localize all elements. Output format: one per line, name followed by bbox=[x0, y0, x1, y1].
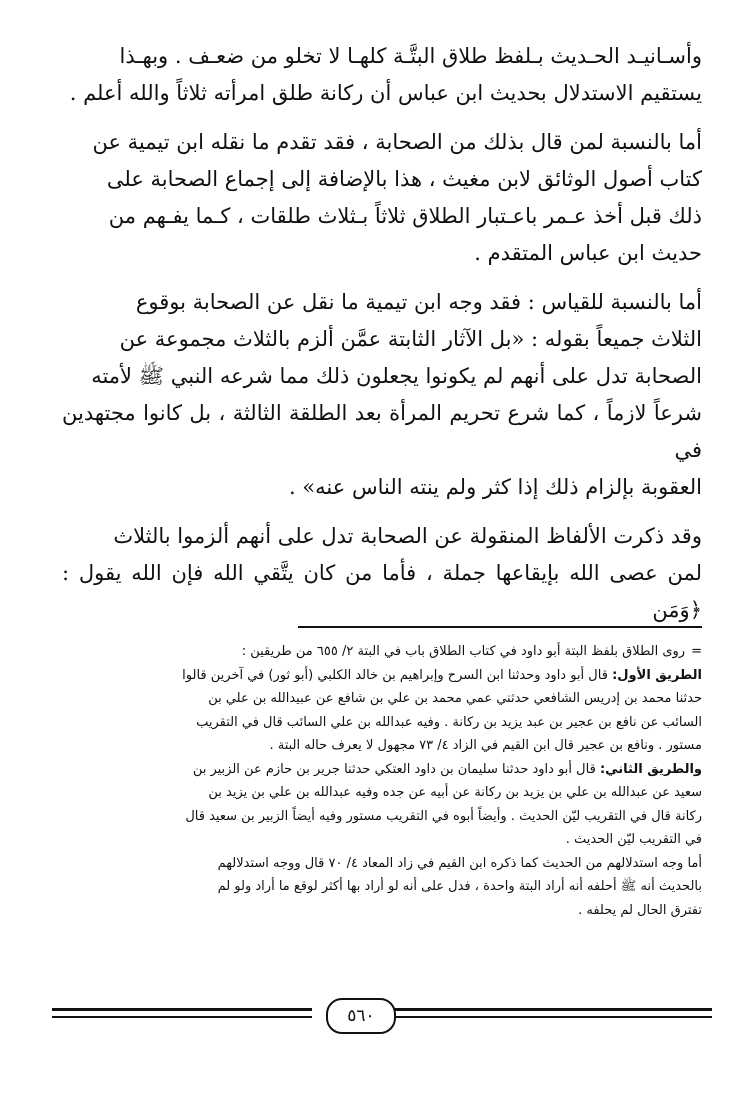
footer-rule-left-thin bbox=[52, 1016, 312, 1018]
footnote-line: بالحديث أنه ﷺ أحلفه أنه أراد البتة واحدة ، فدل على أنه لو أراد بها أكثر لوقع ما أراد ولو لم bbox=[217, 879, 702, 894]
footnote-line: السائب عن نافع بن عجير بن عبد يزيد بن ركانة . وفيه عبدالله بن علي السائب قال في التقريب bbox=[196, 714, 702, 730]
footnote-divider bbox=[62, 620, 702, 634]
text-line: وأسـانيـد الحـديث بـلفظ طلاق البتَّـة كلهـا لا تخلو من ضعـف . وبهـذا bbox=[119, 44, 702, 68]
paragraph-2 bbox=[62, 124, 702, 272]
page-number: ٥٦٠ bbox=[326, 998, 396, 1034]
footnote-line: أما وجه استدلالهم من الحديث كما ذكره ابن القيم في زاد المعاد ٤/ ٧٠ قال ووجه استدلالهم bbox=[217, 855, 702, 871]
text-line: ذلك قبل أخذ عـمر باعـتبار الطلاق ثلاثاً بـثلاث طلقات ، كـما يفـهم من bbox=[108, 204, 702, 228]
first-route-label: الطريق الأول: bbox=[612, 667, 702, 683]
document-page bbox=[62, 38, 702, 1058]
text-line: العقوبة بإلزام ذلك إذا كثر ولم ينته الناس عنه» . bbox=[288, 475, 702, 499]
footnote-text: قال أبو داود حدثنا سليمان بن داود العتكي حدثنا جرير بن حازم عن الزبير بن bbox=[192, 761, 596, 777]
footnote-line: تفترق الحال لم يحلفه . bbox=[578, 902, 702, 918]
main-text bbox=[62, 38, 702, 629]
footnote-line: في التقريب ليّن الحديث . bbox=[565, 832, 702, 847]
footnote-line: سعيد عن عبدالله بن علي بن يزيد بن ركانة عن أبيه عن جده وفيه عبدالله بن علي بن يزيد بن bbox=[208, 785, 702, 800]
footnote-text: قال أبو داود وحدثنا ابن السرح وإبراهيم بن خالد الكلبي (أبو ثور) في آخرين قالوا bbox=[182, 667, 608, 683]
page-footer bbox=[52, 996, 712, 1036]
footer-rule-left bbox=[52, 1008, 312, 1011]
footnote-line: ركانة قال في التقريب ليّن الحديث . وأيضاً أبوه في التقريب مستور وفيه أيضاً الزبير بن سعيد قال bbox=[185, 808, 702, 824]
footnote-continuation-marker: = bbox=[691, 644, 702, 659]
text-line: شرعاً لازماً ، كما شرع تحريم المرأة بعد الطلقة الثالثة ، بل كانوا مجتهدين في bbox=[62, 401, 702, 462]
text-line: الصحابة تدل على أنهم لم يكونوا يجعلون ذلك مما شرعه النبي ﷺ لأمته bbox=[91, 364, 702, 388]
text-line: يستقيم الاستدلال بحديث ابن عباس أن ركانة طلق امرأته ثلاثاً والله أعلم . bbox=[69, 81, 702, 105]
text-line: أما بالنسبة للقياس : فقد وجه ابن تيمية ما نقل عن الصحابة بوقوع bbox=[135, 290, 702, 314]
text-line: حديث ابن عباس المتقدم . bbox=[474, 241, 702, 265]
text-line: الثلاث جميعاً بقوله : «بل الآثار الثابتة عمَّن ألزم بالثلاث مجموعة عن bbox=[119, 327, 702, 351]
second-route-label: والطريق الثاني: bbox=[599, 761, 702, 777]
paragraph-1 bbox=[62, 38, 702, 112]
text-line: كتاب أصول الوثائق لابن مغيث ، هذا بالإضافة إلى إجماع الصحابة على bbox=[106, 167, 702, 191]
footnote-intro-text: روى الطلاق بلفظ البتة أبو داود في كتاب الطلاق باب في البتة ٢/ ٦٥٥ من طريقين : bbox=[241, 644, 686, 659]
footnote-line bbox=[62, 664, 702, 688]
text-line: أما بالنسبة لمن قال بذلك من الصحابة ، فقد تقدم ما نقله ابن تيمية عن bbox=[92, 130, 702, 154]
footnotes-section bbox=[62, 640, 702, 922]
paragraph-3 bbox=[62, 284, 702, 506]
footer-rule-right bbox=[382, 1008, 712, 1011]
text-line: وقد ذكرت الألفاظ المنقولة عن الصحابة تدل على أنهم ألزموا بالثلاث bbox=[113, 524, 702, 548]
footnote-intro bbox=[62, 640, 702, 664]
footnote-line: مستور . ونافع بن عجير قال ابن القيم في الزاد ٤/ ٧٣ مجهول لا يعرف حاله البتة . bbox=[269, 738, 702, 753]
footnote-separator-line bbox=[298, 626, 702, 628]
paragraph-4 bbox=[62, 518, 702, 629]
footnote-line bbox=[62, 758, 702, 782]
footer-rule-right-thin bbox=[382, 1016, 712, 1018]
footnote-line: حدثنا محمد بن إدريس الشافعي حدثني عمي محمد بن علي بن شافع عن عبيدالله بن علي بن bbox=[208, 691, 702, 706]
text-line: لمن عصى الله بإيقاعها جملة ، فأما من كان يتَّقي الله فإن الله يقول : ﴿وَمَن bbox=[62, 561, 702, 622]
